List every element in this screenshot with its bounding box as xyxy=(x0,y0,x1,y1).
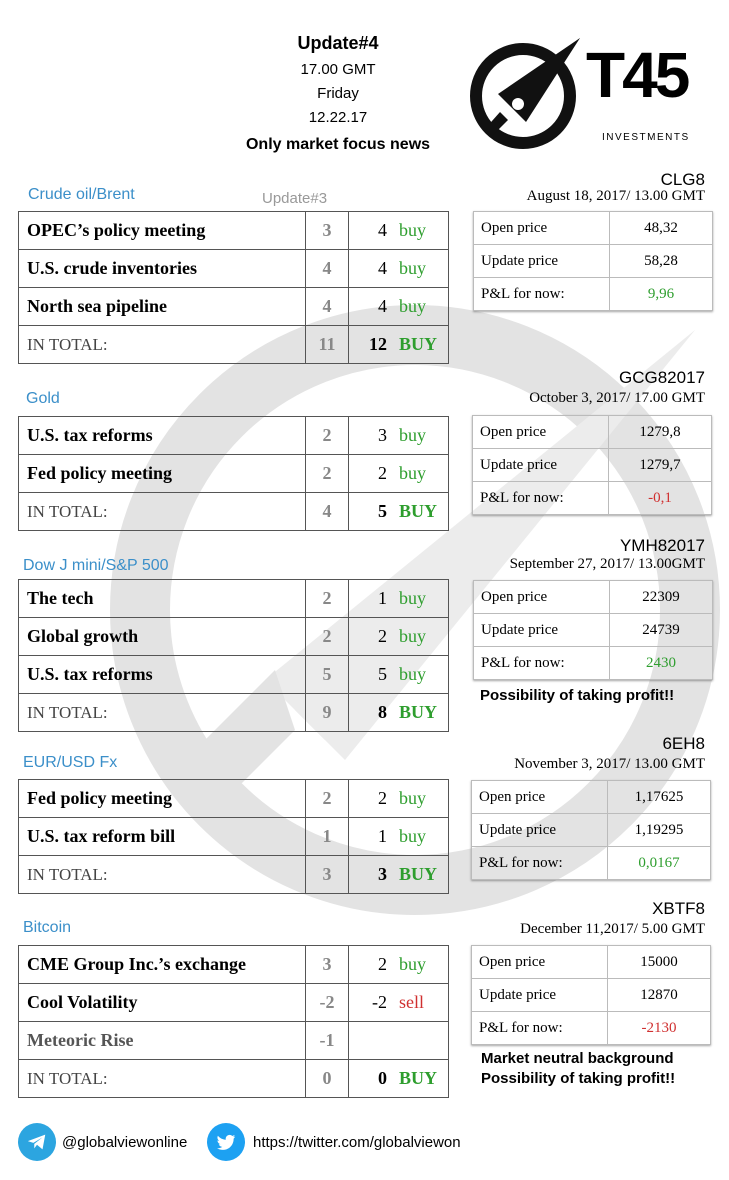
pl-row xyxy=(472,781,711,814)
ticker-symbol: XBTF8 xyxy=(652,899,705,918)
pl-row xyxy=(472,1012,711,1045)
news-label: Cool Volatility xyxy=(19,984,306,1022)
pl-row xyxy=(472,814,711,847)
current-score-cell xyxy=(349,618,449,656)
signal: buy xyxy=(399,588,426,608)
pl-row xyxy=(474,245,713,278)
total-current-cell xyxy=(349,1060,449,1098)
news-label: U.S. tax reforms xyxy=(19,417,306,455)
current-score: 1 xyxy=(378,826,387,846)
news-label: Fed policy meeting xyxy=(19,455,306,493)
pl-open-label: Open price xyxy=(472,781,608,814)
news-label: U.S. crude inventories xyxy=(19,250,306,288)
total-row xyxy=(19,1060,449,1098)
previous-score: 4 xyxy=(306,288,349,326)
total-previous: 9 xyxy=(306,694,349,732)
table-row xyxy=(19,455,449,493)
total-previous: 4 xyxy=(306,493,349,531)
total-current: 5 xyxy=(378,501,387,521)
pl-pl-value: 2430 xyxy=(610,647,713,680)
pl-update-label: Update price xyxy=(473,449,609,482)
header-time: 17.00 GMT xyxy=(300,61,376,78)
news-table xyxy=(18,211,449,364)
news-table xyxy=(18,779,449,894)
current-score-cell xyxy=(349,250,449,288)
contract-date: September 27, 2017/ 13.00GMT xyxy=(509,556,705,572)
pl-update-value: 58,28 xyxy=(610,245,713,278)
pl-table xyxy=(473,211,713,311)
pl-table xyxy=(473,580,713,680)
pl-update-value: 1,19295 xyxy=(608,814,711,847)
previous-score: -1 xyxy=(306,1022,349,1060)
section-title: EUR/USD Fx xyxy=(23,754,118,771)
pl-row xyxy=(472,946,711,979)
pl-pl-label: P&L for now: xyxy=(474,278,610,311)
table-row xyxy=(19,580,449,618)
previous-score: 3 xyxy=(306,946,349,984)
twitter-link[interactable] xyxy=(207,1122,461,1162)
pl-table xyxy=(471,780,711,880)
section-title: Bitcoin xyxy=(23,919,72,936)
current-score: 2 xyxy=(378,463,387,483)
total-row xyxy=(19,493,449,531)
current-score-cell xyxy=(349,580,449,618)
news-label: The tech xyxy=(19,580,306,618)
pl-row xyxy=(472,979,711,1012)
contract-date: November 3, 2017/ 13.00 GMT xyxy=(514,756,705,772)
pl-open-value: 15000 xyxy=(608,946,711,979)
news-label: U.S. tax reforms xyxy=(19,656,306,694)
table-row xyxy=(19,212,449,250)
pl-row xyxy=(474,647,713,680)
t45-logo xyxy=(468,34,708,152)
pl-pl-label: P&L for now: xyxy=(472,1012,608,1045)
previous-score: 2 xyxy=(306,455,349,493)
current-score: 2 xyxy=(378,954,387,974)
pl-pl-label: P&L for now: xyxy=(474,647,610,680)
pl-pl-label: P&L for now: xyxy=(473,482,609,515)
current-score: 1 xyxy=(378,588,387,608)
signal: buy xyxy=(399,425,426,445)
pl-pl-label: P&L for now: xyxy=(472,847,608,880)
news-label: OPEC’s policy meeting xyxy=(19,212,306,250)
pl-pl-value: 9,96 xyxy=(610,278,713,311)
signal: buy xyxy=(399,626,426,646)
current-score-cell xyxy=(349,288,449,326)
pl-open-label: Open price xyxy=(474,212,610,245)
current-score-cell xyxy=(349,946,449,984)
total-label: IN TOTAL: xyxy=(19,326,306,364)
table-row xyxy=(19,250,449,288)
pl-open-label: Open price xyxy=(474,581,610,614)
table-row xyxy=(19,618,449,656)
header-focus: Only market focus news xyxy=(245,136,431,153)
table-row xyxy=(19,984,449,1022)
contract-date: October 3, 2017/ 17.00 GMT xyxy=(529,390,705,406)
signal: buy xyxy=(399,258,426,278)
current-score-cell xyxy=(349,417,449,455)
header-date: 12.22.17 xyxy=(308,109,368,126)
table-row xyxy=(19,1022,449,1060)
current-score: 4 xyxy=(378,296,387,316)
pl-update-value: 12870 xyxy=(608,979,711,1012)
total-current: 8 xyxy=(378,702,387,722)
current-score-cell xyxy=(349,780,449,818)
pl-row xyxy=(474,614,713,647)
pl-row xyxy=(472,847,711,880)
signal: buy xyxy=(399,463,426,483)
news-label: North sea pipeline xyxy=(19,288,306,326)
signal: buy xyxy=(399,220,426,240)
news-table xyxy=(18,945,449,1098)
note-line: Possibility of taking profit!! xyxy=(481,1070,676,1087)
total-signal: BUY xyxy=(399,501,438,521)
total-previous: 0 xyxy=(306,1060,349,1098)
section-title: Crude oil/Brent xyxy=(28,186,135,203)
total-label: IN TOTAL: xyxy=(19,856,306,894)
twitter-icon xyxy=(207,1123,245,1161)
previous-score: -2 xyxy=(306,984,349,1022)
ticker-symbol: GCG82017 xyxy=(619,368,705,387)
telegram-icon xyxy=(18,1123,56,1161)
logo-mark: T45 xyxy=(586,39,688,111)
total-row xyxy=(19,326,449,364)
section-note xyxy=(480,686,674,706)
total-signal: BUY xyxy=(399,864,438,884)
ticker-symbol: YMH82017 xyxy=(619,536,705,555)
contract-date: August 18, 2017/ 13.00 GMT xyxy=(526,188,705,204)
pl-table xyxy=(472,415,712,515)
pl-update-value: 24739 xyxy=(610,614,713,647)
total-current: 0 xyxy=(378,1068,387,1088)
current-score-cell xyxy=(349,212,449,250)
pl-update-value: 1279,7 xyxy=(609,449,712,482)
news-label: Fed policy meeting xyxy=(19,780,306,818)
pl-row xyxy=(473,482,712,515)
signal: buy xyxy=(399,296,426,316)
ticker-symbol: 6EH8 xyxy=(662,734,705,753)
news-table xyxy=(18,416,449,531)
signal: buy xyxy=(399,826,426,846)
section-note xyxy=(481,1049,675,1089)
note-line: Market neutral background xyxy=(481,1050,674,1067)
total-current-cell xyxy=(349,493,449,531)
current-score: 2 xyxy=(378,788,387,808)
table-row xyxy=(19,780,449,818)
previous-score: 2 xyxy=(306,417,349,455)
pl-update-label: Update price xyxy=(472,814,608,847)
previous-score: 2 xyxy=(306,618,349,656)
current-score-cell xyxy=(349,1022,449,1060)
total-current: 12 xyxy=(369,334,387,354)
table-row xyxy=(19,818,449,856)
previous-score: 5 xyxy=(306,656,349,694)
previous-score: 3 xyxy=(306,212,349,250)
current-score-cell xyxy=(349,455,449,493)
previous-score: 4 xyxy=(306,250,349,288)
page-title: Update#4 xyxy=(297,33,379,53)
total-current: 3 xyxy=(378,864,387,884)
pl-open-value: 1,17625 xyxy=(608,781,711,814)
total-current-cell xyxy=(349,856,449,894)
current-score: -2 xyxy=(372,992,387,1012)
previous-score: 2 xyxy=(306,580,349,618)
current-score-cell xyxy=(349,984,449,1022)
pl-open-value: 22309 xyxy=(610,581,713,614)
news-label: Global growth xyxy=(19,618,306,656)
total-previous: 3 xyxy=(306,856,349,894)
total-label: IN TOTAL: xyxy=(19,1060,306,1098)
logo-subtitle: INVESTMENTS xyxy=(602,132,690,143)
total-signal: BUY xyxy=(399,1068,438,1088)
pl-update-label: Update price xyxy=(474,245,610,278)
telegram-link[interactable] xyxy=(18,1122,187,1162)
current-score: 5 xyxy=(378,664,387,684)
pl-row xyxy=(474,278,713,311)
pl-pl-value: -0,1 xyxy=(609,482,712,515)
current-score: 4 xyxy=(378,258,387,278)
pl-open-label: Open price xyxy=(472,946,608,979)
table-row xyxy=(19,288,449,326)
current-score-cell xyxy=(349,656,449,694)
signal: buy xyxy=(399,954,426,974)
total-signal: BUY xyxy=(399,702,438,722)
pl-row xyxy=(474,212,713,245)
note-line: Possibility of taking profit!! xyxy=(480,687,675,704)
current-score: 4 xyxy=(378,220,387,240)
contract-date: December 11,2017/ 5.00 GMT xyxy=(520,921,705,937)
news-label: U.S. tax reform bill xyxy=(19,818,306,856)
table-row xyxy=(19,946,449,984)
previous-score: 2 xyxy=(306,780,349,818)
news-label: Meteoric Rise xyxy=(19,1022,306,1060)
pl-open-label: Open price xyxy=(473,416,609,449)
total-current-cell xyxy=(349,326,449,364)
signal: buy xyxy=(399,788,426,808)
table-row xyxy=(19,656,449,694)
news-label: CME Group Inc.’s exchange xyxy=(19,946,306,984)
news-table xyxy=(18,579,449,732)
pl-open-value: 1279,8 xyxy=(609,416,712,449)
rocket-logo-icon xyxy=(468,34,588,152)
current-score-cell xyxy=(349,818,449,856)
update3-label: Update#3 xyxy=(262,190,328,207)
total-label: IN TOTAL: xyxy=(19,493,306,531)
pl-update-label: Update price xyxy=(472,979,608,1012)
signal: buy xyxy=(399,664,426,684)
pl-row xyxy=(473,449,712,482)
pl-table xyxy=(471,945,711,1045)
pl-pl-value: -2130 xyxy=(608,1012,711,1045)
pl-pl-value: 0,0167 xyxy=(608,847,711,880)
total-previous: 11 xyxy=(306,326,349,364)
table-row xyxy=(19,417,449,455)
previous-score: 1 xyxy=(306,818,349,856)
total-row xyxy=(19,694,449,732)
total-current-cell xyxy=(349,694,449,732)
pl-open-value: 48,32 xyxy=(610,212,713,245)
section-title: Gold xyxy=(26,390,60,407)
current-score: 2 xyxy=(378,626,387,646)
total-label: IN TOTAL: xyxy=(19,694,306,732)
telegram-handle[interactable]: @globalviewonline xyxy=(62,1133,188,1151)
total-row xyxy=(19,856,449,894)
header-day: Friday xyxy=(317,85,359,102)
total-signal: BUY xyxy=(399,334,438,354)
signal: sell xyxy=(399,992,424,1012)
section-title: Dow J mini/S&P 500 xyxy=(23,557,169,574)
pl-update-label: Update price xyxy=(474,614,610,647)
ticker-symbol: CLG8 xyxy=(660,170,705,189)
pl-row xyxy=(474,581,713,614)
twitter-url[interactable]: https://twitter.com/globalviewon xyxy=(253,1133,461,1151)
current-score: 3 xyxy=(378,425,387,445)
pl-row xyxy=(473,416,712,449)
